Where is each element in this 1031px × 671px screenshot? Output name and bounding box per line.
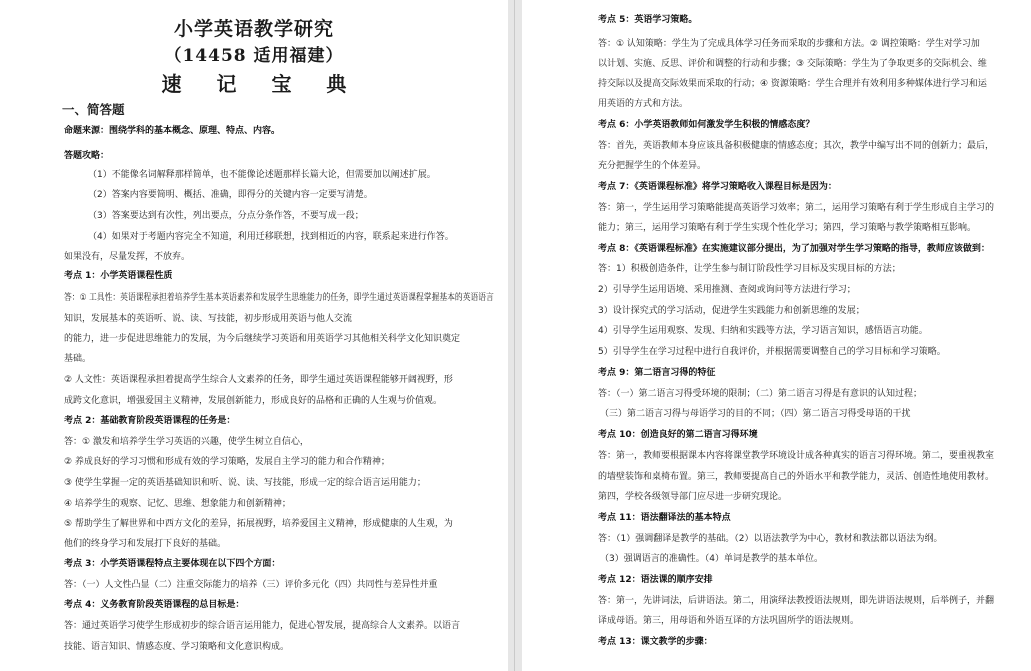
page-gutter: [508, 0, 522, 671]
text-line: （4）如果对于考题内容完全不知道，利用迁移联想，找到相近的内容，联系起来进行作答。: [88, 232, 454, 242]
text-line: 能力；第三，运用学习策略有利于学生实现个性化学习；第四，学习策略与教学策略相互影响。: [598, 223, 977, 233]
text-line: ④ 培养学生的观察、记忆、思维、想象能力和创新精神；: [64, 499, 291, 509]
text-line: 考点 11：语法翻译法的基本特点: [598, 513, 731, 523]
text-line: （2）答案内容要简明、概括、准确，即得分的关键内容一定要写清楚。: [88, 190, 373, 200]
text-line: 技能、语言知识、情感态度、学习策略和文化意识构成。: [64, 642, 290, 652]
text-line: 的能力，进一步促进思维能力的发展，为今后继续学习英语和用英语学习其他相关科学文化知识奠定: [64, 334, 461, 344]
text-line: ③ 使学生掌握一定的英语基础知识和听、说、读、写技能，形成一定的综合语言运用能力；: [64, 478, 426, 488]
text-line: 的墙壁装饰和桌椅布置。第三，教师要提高自己的外语水平和教学能力，灵活、创造性地使用教材。: [598, 472, 995, 482]
text-line: 答：第一，教师要根据课本内容将课堂教学环境设计成各种真实的语言习得环境。第二，要重视教室: [598, 451, 995, 461]
left-page: [0, 0, 508, 671]
text-line: 答：第一，先讲词法，后讲语法。第二，用演绎法教授语法规则，即先讲语法规则，后举例子，并翻: [598, 596, 995, 606]
text-line: 他们的终身学习和发展打下良好的基础。: [64, 539, 227, 549]
text-line: （三）第二语言习得与母语学习的目的不同；（四）第二语言习得受母语的干扰: [600, 409, 911, 419]
text-line: 如果没有，尽量发挥，不放弃。: [64, 252, 191, 262]
text-line: 考点 1：小学英语课程性质: [64, 271, 173, 281]
page-divider: [514, 0, 515, 671]
text-line: 答：1）积极创造条件，让学生参与制订阶段性学习目标及实现目标的方法；: [598, 264, 901, 274]
text-line: 成跨文化意识，增强爱国主义精神，发展创新能力，形成良好的品格和正确的人生观与价值观。: [64, 396, 443, 406]
text-line: ⑤ 帮助学生了解世界和中西方文化的差异，拓展视野，培养爱国主义精神，形成健康的人生观，为: [64, 519, 453, 529]
text-line: 4）引导学生运用观察、发现、归纳和实践等方法，学习语言知识，感悟语言功能。: [598, 326, 928, 336]
document-title: 小学英语教学研究: [173, 18, 334, 40]
document-subtitle: （14458 适用福建）: [164, 46, 344, 66]
text-line: 考点 9：第二语言习得的特征: [598, 368, 716, 378]
text-line: 第四，学校各级领导部门应尽进一步研究现论。: [598, 492, 788, 502]
text-line: （3）答案要达到有次性，列出要点，分点分条作答，不要写成一段；: [88, 211, 364, 221]
text-line: 知识，发展基本的英语听、说、读、写技能，初步形成用英语与他人交流: [64, 314, 353, 324]
text-line: 答题攻略：: [64, 151, 110, 161]
text-line: 充分把握学生的个体差异。: [598, 161, 707, 171]
text-line: 答：（1）强调翻译是教学的基础。（2）以语法教学为中心，教材和教法都以语法为纲。: [598, 534, 943, 544]
text-line: 考点 6：小学英语教师如何激发学生积极的情感态度？: [598, 120, 815, 130]
text-line: 命题来源：围绕学科的基本概念、原理、特点、内容。: [64, 126, 281, 136]
text-line: 考点 2：基础教育阶段英语课程的任务是：: [64, 416, 236, 426]
text-line: 持交际以及提高交际效果而采取的行动；④ 资源策略：学生合理并有效利用多种媒体进行学习和运: [598, 79, 987, 89]
text-line: 用英语的方式和方法。: [598, 99, 689, 109]
text-line: 考点 7：《英语课程标准》将学习策略收入课程目标是因为：: [598, 182, 837, 192]
text-line: 以计划、实施、反思、评价和调整的行动和步骤；③ 交际策略：学生为了争取更多的交际机会、维: [598, 59, 987, 69]
text-line: 考点 8：《英语课程标准》在实施建议部分提出，为了加强对学生学习策略的指导，教师应该做到：: [598, 244, 990, 254]
booklet-title: 速 记 宝 典: [161, 72, 361, 96]
text-line: 答：（一）第二语言习得受环境的限制；（二）第二语言习得是有意识的认知过程；: [598, 389, 923, 399]
text-line: 答：① 工具性：英语课程承担着培养学生基本英语素养和发展学生思维能力的任务，即学生通过英语课程掌握基本的英语语言: [64, 293, 494, 303]
text-line: 答：① 激发和培养学生学习英语的兴趣，使学生树立自信心，: [64, 437, 309, 447]
text-line: 答：通过英语学习使学生形成初步的综合语言运用能力，促进心智发展，提高综合人文素养。以语言: [64, 621, 461, 631]
text-line: 考点 5：英语学习策略。: [598, 15, 698, 25]
text-line: 考点 10：创造良好的第二语言习得环境: [598, 430, 758, 440]
text-line: （3）强调语言的准确性。（4）单词是教学的基本单位。: [600, 554, 823, 564]
text-line: 考点 3：小学英语课程特点主要体现在以下四个方面：: [64, 559, 281, 569]
right-page: [522, 0, 1031, 671]
text-line: 2）引导学生运用语境、采用推测、查阅或询问等方法进行学习；: [598, 285, 856, 295]
text-line: 5）引导学生在学习过程中进行自我评价，并根据需要调整自己的学习目标和学习策略。: [598, 347, 946, 357]
section-heading: 一、简答题: [62, 102, 125, 117]
text-line: 考点 12：语法课的顺序安排: [598, 575, 713, 585]
text-line: （1）不能像名词解释那样简单，也不能像论述题那样长篇大论，但需要加以阐述扩展。: [88, 170, 436, 180]
text-line: 答：① 认知策略：学生为了完成具体学习任务而采取的步骤和方法。② 调控策略：学生对学习加: [598, 39, 980, 49]
text-line: 答：第一，学生运用学习策略能提高英语学习效率；第二，运用学习策略有利于学生形成自主学习的: [598, 203, 995, 213]
text-line: ② 养成良好的学习习惯和形成有效的学习策略，发展自主学习的能力和合作精神；: [64, 457, 390, 467]
text-line: 考点 4：义务教育阶段英语课程的总目标是：: [64, 600, 245, 610]
text-line: 答：首先，英语教师本身应该具备积极健康的情感态度；其次，教学中编写出不同的创新力；最后，: [598, 141, 995, 151]
text-line: 考点 13：课文教学的步骤：: [598, 637, 713, 647]
text-line: 译成母语。第三，用母语和外语互译的方法巩固所学的语法规则。: [598, 616, 860, 626]
text-line: 答：（一）人文性凸显（二）注重交际能力的培养（三）评价多元化（四）共同性与差异性并重: [64, 580, 438, 590]
text-line: 3）设计探究式的学习活动，促进学生实践能力和创新思维的发展；: [598, 306, 865, 316]
text-line: 基础。: [64, 354, 92, 364]
text-line: ② 人文性：英语课程承担着提高学生综合人文素养的任务，即学生通过英语课程能够开阔视野，形: [64, 375, 453, 385]
